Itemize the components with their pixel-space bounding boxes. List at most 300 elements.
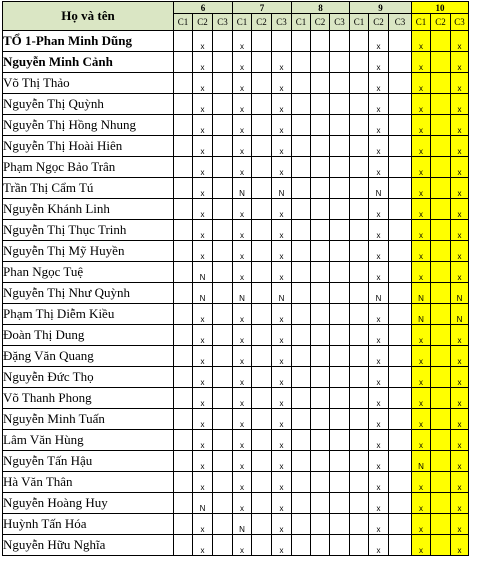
- member-name-cell: TỔ 1-Phan Minh Dũng: [3, 31, 174, 52]
- mark-cell: [311, 283, 330, 304]
- member-name-cell: Lâm Văn Hùng: [3, 430, 174, 451]
- table-row: [3, 430, 469, 451]
- mark-cell: [311, 430, 330, 451]
- mark-cell: [252, 115, 272, 136]
- mark-cell: x: [233, 52, 252, 73]
- member-name-cell: Hà Văn Thân: [3, 472, 174, 493]
- mark-cell: [350, 472, 369, 493]
- mark-cell: x: [272, 430, 292, 451]
- mark-cell: [350, 409, 369, 430]
- mark-cell: [330, 388, 350, 409]
- mark-cell: x: [451, 493, 469, 514]
- mark-cell: x: [412, 388, 431, 409]
- mark-cell: [350, 451, 369, 472]
- table-row: [3, 472, 469, 493]
- table-row: [3, 94, 469, 115]
- mark-cell: x: [272, 367, 292, 388]
- mark-cell: [252, 325, 272, 346]
- mark-cell: [350, 430, 369, 451]
- member-name-cell: Nguyễn Minh Cảnh: [3, 52, 174, 73]
- group-header-7: 7: [233, 2, 292, 14]
- mark-cell: [330, 514, 350, 535]
- member-name-cell: Nguyễn Đức Thọ: [3, 367, 174, 388]
- mark-cell: [311, 535, 330, 556]
- mark-cell: x: [193, 115, 213, 136]
- subcolumn-header: C3: [451, 14, 469, 31]
- mark-cell: N: [369, 283, 389, 304]
- mark-cell: [431, 94, 451, 115]
- mark-cell: [330, 220, 350, 241]
- mark-cell: x: [233, 304, 252, 325]
- mark-cell: [330, 241, 350, 262]
- subcolumn-header: C1: [412, 14, 431, 31]
- mark-cell: [350, 52, 369, 73]
- mark-cell: [174, 241, 193, 262]
- mark-cell: [389, 52, 412, 73]
- mark-cell: x: [412, 325, 431, 346]
- member-name-cell: Nguyễn Hoàng Huy: [3, 493, 174, 514]
- mark-cell: x: [369, 367, 389, 388]
- mark-cell: x: [451, 262, 469, 283]
- mark-cell: [330, 115, 350, 136]
- mark-cell: [431, 451, 451, 472]
- member-name-cell: Nguyễn Thị Như Quỳnh: [3, 283, 174, 304]
- mark-cell: [431, 178, 451, 199]
- mark-cell: [431, 325, 451, 346]
- mark-cell: N: [412, 304, 431, 325]
- mark-cell: [174, 451, 193, 472]
- mark-cell: [431, 388, 451, 409]
- mark-cell: x: [193, 241, 213, 262]
- mark-cell: [213, 157, 233, 178]
- mark-cell: [431, 241, 451, 262]
- mark-cell: x: [233, 388, 252, 409]
- group-header-row: [3, 2, 469, 14]
- name-column-header: Họ và tên: [3, 2, 174, 31]
- mark-cell: [350, 367, 369, 388]
- mark-cell: [389, 346, 412, 367]
- mark-cell: [174, 73, 193, 94]
- mark-cell: [389, 514, 412, 535]
- mark-cell: [252, 367, 272, 388]
- mark-cell: [292, 199, 311, 220]
- mark-cell: x: [233, 325, 252, 346]
- table-row: [3, 346, 469, 367]
- mark-cell: x: [451, 52, 469, 73]
- mark-cell: [431, 220, 451, 241]
- mark-cell: [389, 31, 412, 52]
- table-row: [3, 157, 469, 178]
- mark-cell: [330, 493, 350, 514]
- mark-cell: [311, 514, 330, 535]
- mark-cell: x: [412, 73, 431, 94]
- mark-cell: [311, 262, 330, 283]
- mark-cell: [311, 493, 330, 514]
- table-row: [3, 199, 469, 220]
- mark-cell: [292, 52, 311, 73]
- mark-cell: [350, 304, 369, 325]
- mark-cell: x: [369, 31, 389, 52]
- mark-cell: x: [193, 304, 213, 325]
- mark-cell: x: [272, 199, 292, 220]
- mark-cell: x: [233, 430, 252, 451]
- mark-cell: [311, 451, 330, 472]
- subcolumn-header: C1: [350, 14, 369, 31]
- mark-cell: [213, 304, 233, 325]
- member-name-cell: Nguyễn Thị Quỳnh: [3, 94, 174, 115]
- mark-cell: [389, 199, 412, 220]
- mark-cell: [330, 283, 350, 304]
- mark-cell: [252, 514, 272, 535]
- table-row: [3, 220, 469, 241]
- mark-cell: x: [272, 73, 292, 94]
- mark-cell: [350, 157, 369, 178]
- mark-cell: [213, 535, 233, 556]
- mark-cell: [174, 535, 193, 556]
- mark-cell: [389, 304, 412, 325]
- mark-cell: x: [369, 115, 389, 136]
- mark-cell: x: [412, 346, 431, 367]
- subcolumn-header: C2: [193, 14, 213, 31]
- mark-cell: x: [412, 514, 431, 535]
- mark-cell: N: [193, 493, 213, 514]
- mark-cell: [350, 514, 369, 535]
- mark-cell: [330, 52, 350, 73]
- mark-cell: [350, 136, 369, 157]
- mark-cell: x: [193, 199, 213, 220]
- subcolumn-header: C2: [431, 14, 451, 31]
- table-row: [3, 115, 469, 136]
- mark-cell: x: [412, 220, 431, 241]
- mark-cell: x: [272, 157, 292, 178]
- mark-cell: [174, 283, 193, 304]
- mark-cell: x: [451, 346, 469, 367]
- mark-cell: [311, 241, 330, 262]
- mark-cell: [311, 199, 330, 220]
- mark-cell: [350, 535, 369, 556]
- mark-cell: [213, 136, 233, 157]
- mark-cell: N: [272, 283, 292, 304]
- mark-cell: x: [272, 325, 292, 346]
- mark-cell: x: [369, 493, 389, 514]
- mark-cell: x: [233, 451, 252, 472]
- mark-cell: x: [272, 220, 292, 241]
- mark-cell: x: [193, 220, 213, 241]
- subcolumn-header: C3: [272, 14, 292, 31]
- mark-cell: x: [233, 367, 252, 388]
- mark-cell: [174, 472, 193, 493]
- mark-cell: [431, 430, 451, 451]
- table-row: [3, 304, 469, 325]
- mark-cell: x: [451, 31, 469, 52]
- mark-cell: [350, 31, 369, 52]
- mark-cell: [213, 409, 233, 430]
- mark-cell: x: [369, 514, 389, 535]
- mark-cell: x: [272, 535, 292, 556]
- mark-cell: [389, 325, 412, 346]
- table-row: [3, 241, 469, 262]
- mark-cell: x: [369, 157, 389, 178]
- mark-cell: [292, 304, 311, 325]
- group-header-9: 9: [350, 2, 412, 14]
- mark-cell: [252, 73, 272, 94]
- table-row: [3, 514, 469, 535]
- mark-cell: x: [272, 472, 292, 493]
- member-name-cell: Nguyễn Thị Hồng Nhung: [3, 115, 174, 136]
- mark-cell: x: [412, 535, 431, 556]
- mark-cell: x: [193, 52, 213, 73]
- mark-cell: [389, 451, 412, 472]
- mark-cell: [292, 262, 311, 283]
- mark-cell: [213, 514, 233, 535]
- mark-cell: [292, 178, 311, 199]
- mark-cell: x: [451, 514, 469, 535]
- mark-cell: x: [412, 367, 431, 388]
- mark-cell: [389, 157, 412, 178]
- mark-cell: x: [451, 241, 469, 262]
- mark-cell: x: [233, 493, 252, 514]
- table-row: [3, 52, 469, 73]
- mark-cell: x: [412, 262, 431, 283]
- mark-cell: x: [451, 199, 469, 220]
- table-row: [3, 367, 469, 388]
- mark-cell: [311, 94, 330, 115]
- mark-cell: x: [193, 94, 213, 115]
- mark-cell: [252, 157, 272, 178]
- mark-cell: N: [233, 178, 252, 199]
- mark-cell: [311, 31, 330, 52]
- mark-cell: x: [272, 409, 292, 430]
- mark-cell: [213, 73, 233, 94]
- mark-cell: [389, 535, 412, 556]
- member-name-cell: Nguyễn Thị Mỹ Huyền: [3, 241, 174, 262]
- mark-cell: [174, 325, 193, 346]
- mark-cell: x: [272, 346, 292, 367]
- member-name-cell: Nguyễn Thị Hoài Hiên: [3, 136, 174, 157]
- mark-cell: [292, 136, 311, 157]
- mark-cell: [350, 493, 369, 514]
- mark-cell: [252, 304, 272, 325]
- mark-cell: [311, 115, 330, 136]
- mark-cell: x: [412, 94, 431, 115]
- mark-cell: x: [233, 136, 252, 157]
- mark-cell: [350, 346, 369, 367]
- mark-cell: x: [412, 409, 431, 430]
- mark-cell: [389, 388, 412, 409]
- mark-cell: [431, 493, 451, 514]
- mark-cell: x: [233, 535, 252, 556]
- mark-cell: [431, 199, 451, 220]
- mark-cell: x: [412, 178, 431, 199]
- mark-cell: x: [272, 493, 292, 514]
- subcolumn-header: C1: [174, 14, 193, 31]
- mark-cell: [311, 367, 330, 388]
- mark-cell: x: [193, 157, 213, 178]
- mark-cell: x: [272, 304, 292, 325]
- mark-cell: [389, 430, 412, 451]
- table-row: [3, 493, 469, 514]
- mark-cell: [431, 346, 451, 367]
- mark-cell: [431, 409, 451, 430]
- mark-cell: [389, 220, 412, 241]
- table-row: [3, 178, 469, 199]
- member-name-cell: Đoàn Thị Dung: [3, 325, 174, 346]
- mark-cell: [330, 409, 350, 430]
- mark-cell: [389, 115, 412, 136]
- mark-cell: [431, 157, 451, 178]
- mark-cell: [431, 367, 451, 388]
- mark-cell: [311, 304, 330, 325]
- mark-cell: N: [412, 283, 431, 304]
- mark-cell: [213, 115, 233, 136]
- member-name-cell: Nguyễn Hữu Nghĩa: [3, 535, 174, 556]
- table-header: [3, 2, 469, 31]
- mark-cell: [431, 283, 451, 304]
- mark-cell: [311, 136, 330, 157]
- mark-cell: [431, 136, 451, 157]
- mark-cell: [330, 451, 350, 472]
- mark-cell: [252, 178, 272, 199]
- mark-cell: x: [451, 535, 469, 556]
- mark-cell: x: [451, 94, 469, 115]
- mark-cell: [213, 430, 233, 451]
- mark-cell: x: [193, 73, 213, 94]
- mark-cell: N: [193, 262, 213, 283]
- table-row: [3, 535, 469, 556]
- mark-cell: [350, 241, 369, 262]
- mark-cell: [174, 388, 193, 409]
- mark-cell: x: [233, 346, 252, 367]
- mark-cell: [311, 409, 330, 430]
- mark-cell: [431, 472, 451, 493]
- mark-cell: [213, 388, 233, 409]
- mark-cell: [213, 451, 233, 472]
- mark-cell: x: [233, 94, 252, 115]
- member-name-cell: Võ Thị Thảo: [3, 73, 174, 94]
- mark-cell: [174, 31, 193, 52]
- mark-cell: [252, 220, 272, 241]
- table-row: [3, 409, 469, 430]
- mark-cell: [272, 31, 292, 52]
- subcolumn-header: C2: [252, 14, 272, 31]
- mark-cell: [292, 388, 311, 409]
- mark-cell: [330, 346, 350, 367]
- mark-cell: [213, 52, 233, 73]
- member-name-cell: Nguyễn Khánh Linh: [3, 199, 174, 220]
- mark-cell: [174, 409, 193, 430]
- mark-cell: x: [272, 451, 292, 472]
- mark-cell: [311, 73, 330, 94]
- member-name-cell: Phạm Thị Diễm Kiều: [3, 304, 174, 325]
- mark-cell: x: [412, 199, 431, 220]
- mark-cell: [330, 73, 350, 94]
- mark-cell: [292, 115, 311, 136]
- mark-cell: [174, 367, 193, 388]
- mark-cell: [174, 94, 193, 115]
- mark-cell: x: [272, 388, 292, 409]
- mark-cell: x: [451, 388, 469, 409]
- mark-cell: [252, 283, 272, 304]
- mark-cell: x: [233, 472, 252, 493]
- subcolumn-header: C3: [330, 14, 350, 31]
- mark-cell: [252, 451, 272, 472]
- mark-cell: [213, 94, 233, 115]
- mark-cell: [252, 31, 272, 52]
- mark-cell: [292, 367, 311, 388]
- mark-cell: [311, 346, 330, 367]
- mark-cell: [350, 325, 369, 346]
- mark-cell: x: [369, 199, 389, 220]
- mark-cell: x: [193, 367, 213, 388]
- mark-cell: [292, 493, 311, 514]
- mark-cell: x: [451, 115, 469, 136]
- mark-cell: x: [233, 409, 252, 430]
- mark-cell: [174, 493, 193, 514]
- table-row: [3, 31, 469, 52]
- subcolumn-header: C1: [292, 14, 311, 31]
- mark-cell: x: [451, 220, 469, 241]
- mark-cell: [252, 346, 272, 367]
- mark-cell: [213, 367, 233, 388]
- mark-cell: [292, 241, 311, 262]
- mark-cell: [330, 136, 350, 157]
- mark-cell: N: [233, 283, 252, 304]
- subcolumn-header: C1: [233, 14, 252, 31]
- mark-cell: N: [451, 283, 469, 304]
- mark-cell: x: [369, 241, 389, 262]
- mark-cell: x: [233, 31, 252, 52]
- mark-cell: [292, 430, 311, 451]
- mark-cell: x: [233, 220, 252, 241]
- member-name-cell: Phạm Ngọc Bảo Trân: [3, 157, 174, 178]
- mark-cell: [350, 178, 369, 199]
- subcolumn-header: C2: [311, 14, 330, 31]
- mark-cell: x: [272, 136, 292, 157]
- mark-cell: [389, 367, 412, 388]
- member-name-cell: Trần Thị Cẩm Tú: [3, 178, 174, 199]
- mark-cell: [174, 262, 193, 283]
- mark-cell: x: [233, 199, 252, 220]
- mark-cell: x: [272, 241, 292, 262]
- mark-cell: [389, 283, 412, 304]
- mark-cell: x: [193, 472, 213, 493]
- mark-cell: x: [451, 178, 469, 199]
- mark-cell: [311, 472, 330, 493]
- mark-cell: x: [272, 52, 292, 73]
- mark-cell: x: [193, 346, 213, 367]
- member-name-cell: Nguyễn Minh Tuấn: [3, 409, 174, 430]
- mark-cell: [350, 388, 369, 409]
- table-row: [3, 451, 469, 472]
- mark-cell: [252, 136, 272, 157]
- mark-cell: [174, 136, 193, 157]
- mark-cell: [330, 304, 350, 325]
- mark-cell: x: [193, 178, 213, 199]
- mark-cell: [311, 388, 330, 409]
- mark-cell: x: [272, 115, 292, 136]
- mark-cell: N: [412, 451, 431, 472]
- mark-cell: [330, 262, 350, 283]
- mark-cell: N: [193, 283, 213, 304]
- mark-cell: x: [369, 220, 389, 241]
- mark-cell: [174, 199, 193, 220]
- table-row: [3, 388, 469, 409]
- table-row: [3, 283, 469, 304]
- mark-cell: x: [369, 325, 389, 346]
- mark-cell: x: [193, 451, 213, 472]
- mark-cell: [431, 115, 451, 136]
- mark-cell: [174, 430, 193, 451]
